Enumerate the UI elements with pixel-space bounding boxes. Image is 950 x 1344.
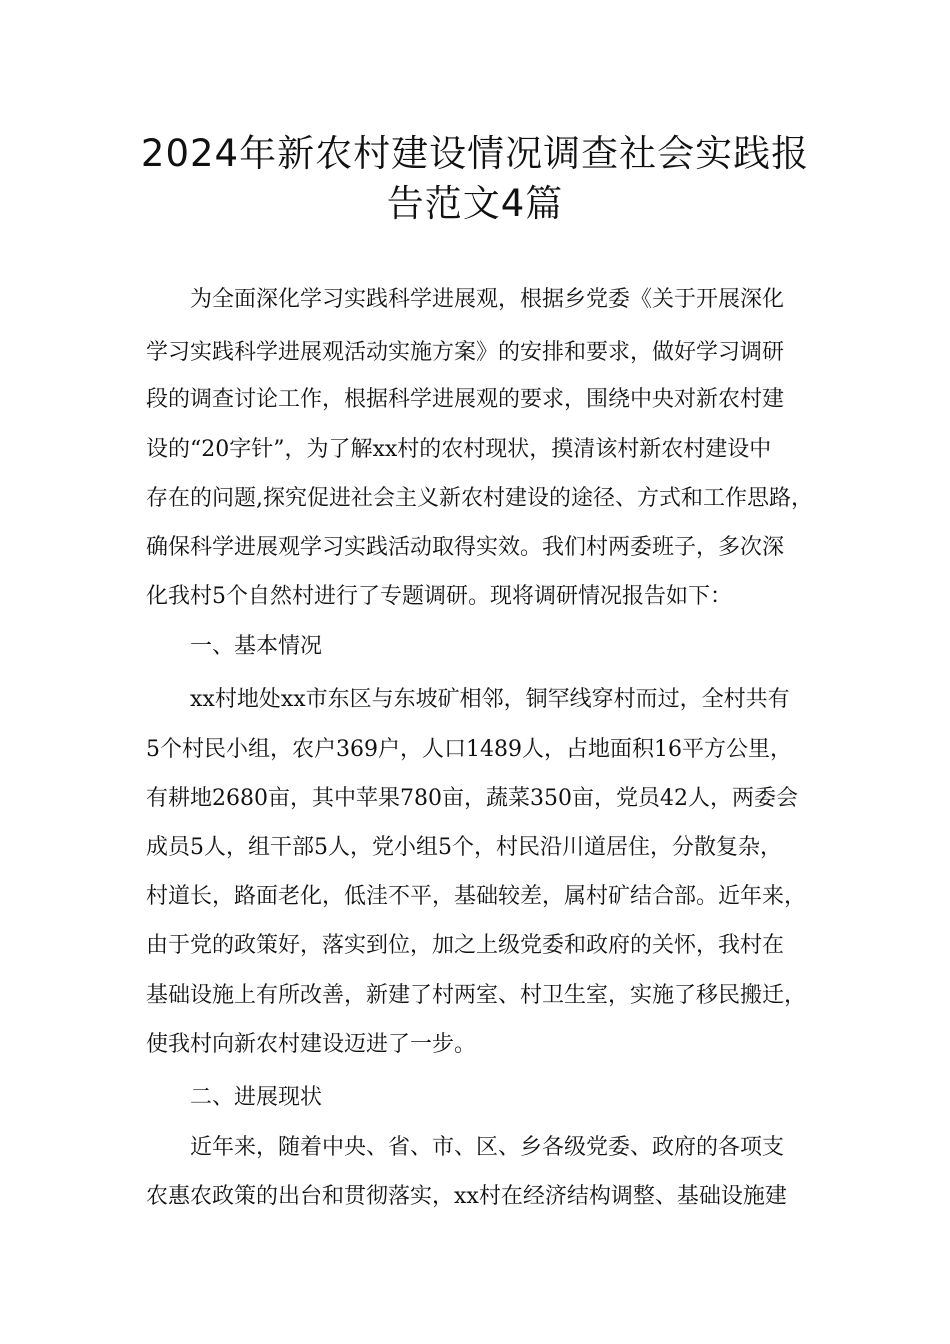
document-title-line-2: 告范文4篇	[386, 182, 564, 225]
paragraph-line-9: 5个村民小组，农户369户，人口1489人，占地面积16平方公里，	[146, 737, 792, 762]
document-title-line-1: 2024年新农村建设情况调查社会实践报	[140, 132, 810, 175]
paragraph-line-13: 由于党的政策好，落实到位，加之上级党委和政府的关怀，我村在	[146, 933, 785, 958]
paragraph-line-7: 化我村5个自然村进行了专题调研。现将调研情况报告如下：	[146, 584, 732, 609]
paragraph-line-4: 设的“20字针”，为了解xx村的农村现状，摸清该村新农村建设中	[146, 437, 772, 462]
paragraph-line-14: 基础设施上有所改善，新建了村两室、村卫生室，实施了移民搬迁，	[146, 983, 807, 1008]
paragraph-line-5: 存在的问题,探究促进社会主义新农村建设的途径、方式和工作思路，	[146, 486, 813, 511]
paragraph-line-2: 学习实践科学进展观活动实施方案》的安排和要求，做好学习调研	[146, 340, 785, 365]
paragraph-line-1: 为全面深化学习实践科学进展观，根据乡党委《关于开展深化	[190, 287, 785, 312]
paragraph-line-3: 段的调查讨论工作，根据科学进展观的要求，围绕中央对新农村建	[146, 387, 785, 412]
paragraph-line-17: 农惠农政策的出台和贯彻落实，xx村在经济结构调整、基础设施建	[146, 1184, 787, 1209]
paragraph-line-11: 成员5人，组干部5人，党小组5个，村民沿川道居住，分散复杂，	[146, 835, 782, 860]
paragraph-line-6: 确保科学进展观学习实践活动取得实效。我们村两委班子，多次深	[146, 535, 785, 560]
section-heading-progress: 二、进展现状	[190, 1085, 323, 1110]
paragraph-line-8: xx村地处xx市东区与东坡矿相邻，铜罕线穿村而过，全村共有	[190, 687, 790, 712]
paragraph-line-16: 近年来，随着中央、省、市、区、乡各级党委、政府的各项支	[190, 1135, 785, 1160]
paragraph-line-10: 有耕地2680亩，其中苹果780亩，蔬菜350亩，党员42人，两委会	[146, 786, 798, 811]
paragraph-line-12: 村道长，路面老化，低洼不平，基础较差，属村矿结合部。近年来，	[146, 884, 807, 909]
paragraph-line-15: 使我村向新农村建设迈进了一步。	[146, 1032, 477, 1057]
section-heading-basic: 一、基本情况	[190, 634, 323, 659]
